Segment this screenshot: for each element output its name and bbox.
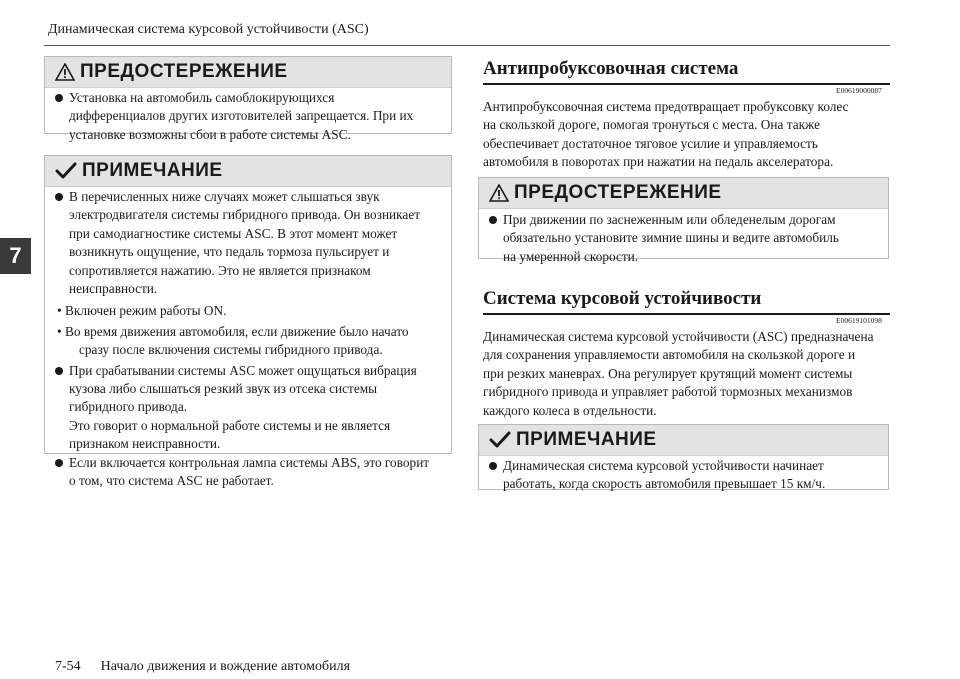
warning-heading: ПРЕДОСТЕРЕЖЕНИЕ xyxy=(80,61,288,82)
warning-item xyxy=(489,211,878,266)
text-line: Во время движения автомобиля, если движение было начато xyxy=(65,323,409,339)
text-line: Это говорит о нормальной работе системы и не является xyxy=(69,417,391,433)
bullet-icon xyxy=(489,462,497,470)
bullet-icon xyxy=(55,367,63,375)
check-circle-icon xyxy=(55,161,77,181)
bullet-icon xyxy=(55,459,63,467)
text-line: Антипробуксовочная система предотвращает пробуксовку колес xyxy=(483,99,849,114)
section-title-traction: Антипробуксовочная система xyxy=(483,58,890,85)
warning-triangle-icon xyxy=(489,184,509,202)
warning-box-right xyxy=(478,177,889,264)
warning-triangle-icon xyxy=(55,63,75,81)
section-code: E00619101098 xyxy=(836,316,882,325)
text-line: гибридного привода. xyxy=(69,399,188,415)
text-line: работать, когда скорость автомобиля превышает 15 км/ч. xyxy=(503,476,826,492)
bullet-icon xyxy=(55,94,63,102)
note-item xyxy=(55,188,441,298)
text-line: Если включается контрольная лампа системы ABS, это говорит xyxy=(69,454,430,470)
text-line: признаком неисправности. xyxy=(69,436,221,452)
stability-paragraph xyxy=(483,328,893,420)
note-item xyxy=(55,454,441,491)
note-subitem xyxy=(55,323,441,360)
page-header-title: Динамическая система курсовой устойчивости (ASC) xyxy=(48,22,369,37)
text-line: В перечисленных ниже случаях может слышаться звук xyxy=(69,189,380,204)
text-line: установке возможны сбои в работе системы ASC. xyxy=(69,126,351,142)
page-footer xyxy=(48,643,350,675)
header-rule xyxy=(44,45,890,46)
bullet-icon xyxy=(489,216,497,224)
check-circle-icon xyxy=(489,430,511,450)
text-line: возникнуть ощущение, что педаль тормоза пульсирует и xyxy=(69,244,390,260)
text-line: дифференциалов других изготовителей запрещается. При их xyxy=(69,108,414,124)
bullet-icon xyxy=(55,193,63,201)
text-line: обеспечивает достаточное тяговое усилие и управляемость xyxy=(483,135,818,151)
text-line: для сохранения управляемости автомобиля на скользкой дороге и xyxy=(483,347,856,363)
text-line: сопротивляется нажатию. Это не является признаком xyxy=(69,262,371,278)
text-line: на умеренной скорости. xyxy=(503,248,639,264)
text-line: при резких маневрах. Она регулирует крутящий момент системы xyxy=(483,365,853,381)
text-line: обязательно установите зимние шины и ведите автомобиль xyxy=(503,230,839,246)
text-line: каждого колеса в отдельности. xyxy=(483,402,657,418)
text-line: При движении по заснеженным или обледенелым дорогам xyxy=(503,212,836,227)
small-bullet-icon: • xyxy=(57,303,62,319)
text-line: Установка на автомобиль самоблокирующихся xyxy=(69,90,335,105)
warning-box-header xyxy=(479,178,888,209)
text-line: сразу после включения системы гибридного привода. xyxy=(79,342,383,358)
page-number: 7-54 xyxy=(55,659,81,674)
note-box-right xyxy=(478,424,889,490)
text-line: электродвигателя системы гибридного привода. Он возникает xyxy=(69,207,421,223)
traction-paragraph xyxy=(483,98,893,172)
small-bullet-icon: • xyxy=(57,323,62,339)
text-line: кузова либо слышаться резкий звук из отсека системы xyxy=(69,381,378,397)
warning-box-header xyxy=(45,57,451,88)
text-line: при самодиагностике системы ASC. В этот момент может xyxy=(69,225,398,241)
note-heading: ПРИМЕЧАНИЕ xyxy=(82,160,223,181)
text-line: Динамическая система курсовой устойчивости начинает xyxy=(503,458,824,473)
note-heading: ПРИМЕЧАНИЕ xyxy=(516,429,657,450)
footer-section-title: Начало движения и вождение автомобиля xyxy=(100,659,351,674)
note-box-header xyxy=(479,425,888,456)
text-line: гибридного привода и управляет работой тормозных механизмов xyxy=(483,384,853,400)
text-line: о том, что система ASC не работает. xyxy=(69,473,274,489)
text-line: Включен режим работы ON. xyxy=(65,303,227,319)
text-line: автомобиля в поворотах при нажатии на педаль акселератора. xyxy=(483,154,834,170)
chapter-tab[interactable]: 7 xyxy=(0,238,31,274)
text-line: неисправности. xyxy=(69,281,158,297)
warning-box-left xyxy=(44,56,452,142)
section-code: E00619000087 xyxy=(836,86,882,95)
note-box-header xyxy=(45,156,451,187)
text-line: При срабатывании системы ASC может ощущаться вибрация xyxy=(69,362,417,378)
section-title-stability: Система курсовой устойчивости xyxy=(483,288,890,315)
note-item xyxy=(55,362,441,454)
note-item xyxy=(489,457,878,494)
note-box-left xyxy=(44,155,452,489)
text-line: на скользкой дороге, помогая тронуться с места. Она также xyxy=(483,117,820,133)
text-line: Динамическая система курсовой устойчивости (ASC) предназначена xyxy=(483,329,874,344)
note-subitem xyxy=(55,302,441,320)
warning-heading: ПРЕДОСТЕРЕЖЕНИЕ xyxy=(514,182,722,203)
warning-item xyxy=(55,89,441,144)
